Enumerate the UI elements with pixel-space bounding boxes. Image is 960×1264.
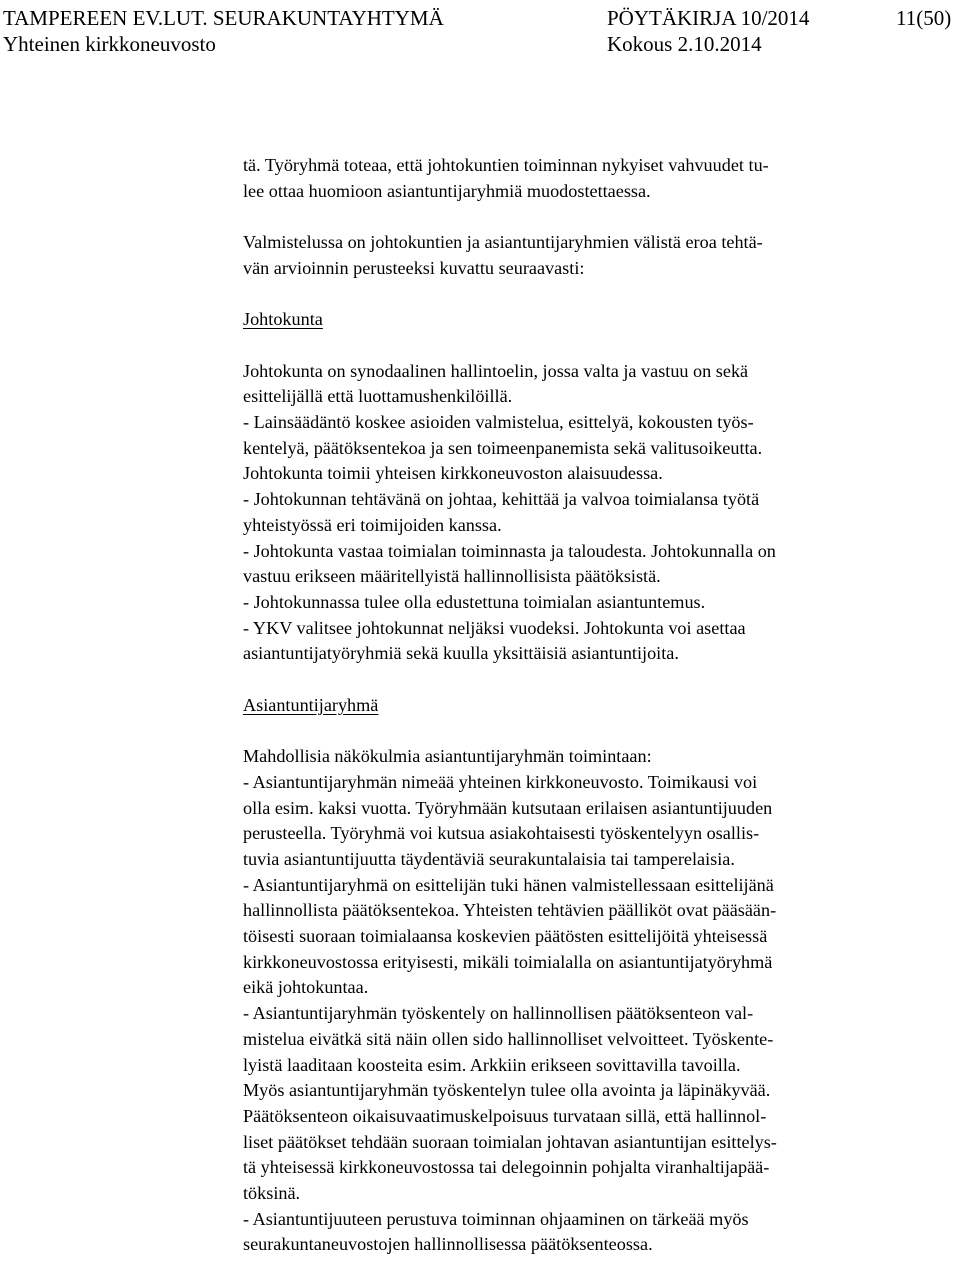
header-organization: TAMPEREEN EV.LUT. SEURAKUNTAYHTYMÄ xyxy=(3,6,444,30)
header-document-type: PÖYTÄKIRJA 10/2014 xyxy=(607,6,810,30)
header-governing-body: Yhteinen kirkkoneuvosto xyxy=(3,32,216,56)
preparation-paragraph: Valmistelussa on johtokuntien ja asiantuntijaryhmien välistä eroa tehtä- vän arvioinnin perusteeksi kuvattu seuraavasti: xyxy=(243,232,763,278)
header-page-number: 11(50) xyxy=(896,6,952,30)
document-body xyxy=(243,153,943,1258)
johtokunta-description: Johtokunta on synodaalinen hallintoelin, jossa valta ja vastuu on sekä esittelijällä että luottamushenkilöillä. - Lainsäädäntö koskee asioiden valmistelua, esittelyä, kokousten työs- kentelyä, päätöksentekoa ja sen toimeenpanemista sekä valitusoikeutta. Johtokunta toimii yhteisen kirkkoneuvoston alaisuudessa. - Johtokunnan tehtävänä on johtaa, kehittää ja valvoa toimialansa työtä yhteistyössä eri toimijoiden kanssa. - Johtokunta vastaa toimialan toiminnasta ja taloudesta. Johtokunnalla on vastuu erikseen määritellyistä hallinnollisista päätöksistä. - Johtokunnassa tulee olla edustettuna toimialan asiantuntemus. - YKV valitsee johtokunnat neljäksi vuodeksi. Johtokunta voi asettaa asiantuntijatyöryhmiä sekä kuulla yksittäisiä asiantuntijoita. xyxy=(243,360,776,664)
asiantuntijaryhma-heading: Asiantuntijaryhmä xyxy=(243,694,379,715)
intro-paragraph: tä. Työryhmä toteaa, että johtokuntien toiminnan nykyiset vahvuudet tu- lee ottaa huomioon asiantuntijaryhmiä muodostettaessa. xyxy=(243,155,769,201)
page-header xyxy=(0,0,960,60)
asiantuntijaryhma-description: Mahdollisia näkökulmia asiantuntijaryhmän toimintaan: - Asiantuntijaryhmän nimeää yhteinen kirkkoneuvosto. Toimikausi voi olla esim. kaksi vuotta. Työryhmään kutsutaan erilaisen asiantuntijuuden perusteella. Työryhmä voi kutsua asiakohtaisesti työskentelyyn osallis- tuvia asiantuntijuutta täydentäviä seurakuntalaisia tai tamperelaisia. - Asiantuntijaryhmä on esittelijän tuki hänen valmistellessaan esittelijänä hallinnollista päätöksentekoa. Yhteisten tehtävien päälliköt ovat pääsään- töisesti suoraan toimialaansa koskevien päätösten esittelijöitä yhteisessä kirkkoneuvostossa erityisesti, mikäli toimialalla on asiantuntijatyöryhmä eikä johtokuntaa. - Asiantuntijaryhmän työskentely on hallinnollisen päätöksenteon val- mistelua eivätkä sitä näin ollen sido hallinnolliset velvoitteet. Työskente- lyistä laaditaan koosteita esim. Arkkiin erikseen sovittavilla tavoilla. Myös asiantuntijaryhmän työskentelyn tulee olla avointa ja läpinäkyvää. Päätöksenteon oikaisuvaatimuskelpoisuus turvataan sillä, että hallinnol- liset päätökset tehdään suoraan toimialan johtavan asiantuntijan esittelys- tä yhteisessä kirkkoneuvostossa tai delegoinnin pohjalta viranhaltijapää- töksinä. - Asiantuntijuuteen perustuva toiminnan ohjaaminen on tärkeää myös seurakuntaneuvostojen hallinnollisessa päätöksenteossa. xyxy=(243,746,777,1255)
header-meeting-date: Kokous 2.10.2014 xyxy=(607,32,762,56)
johtokunta-heading: Johtokunta xyxy=(243,309,323,330)
